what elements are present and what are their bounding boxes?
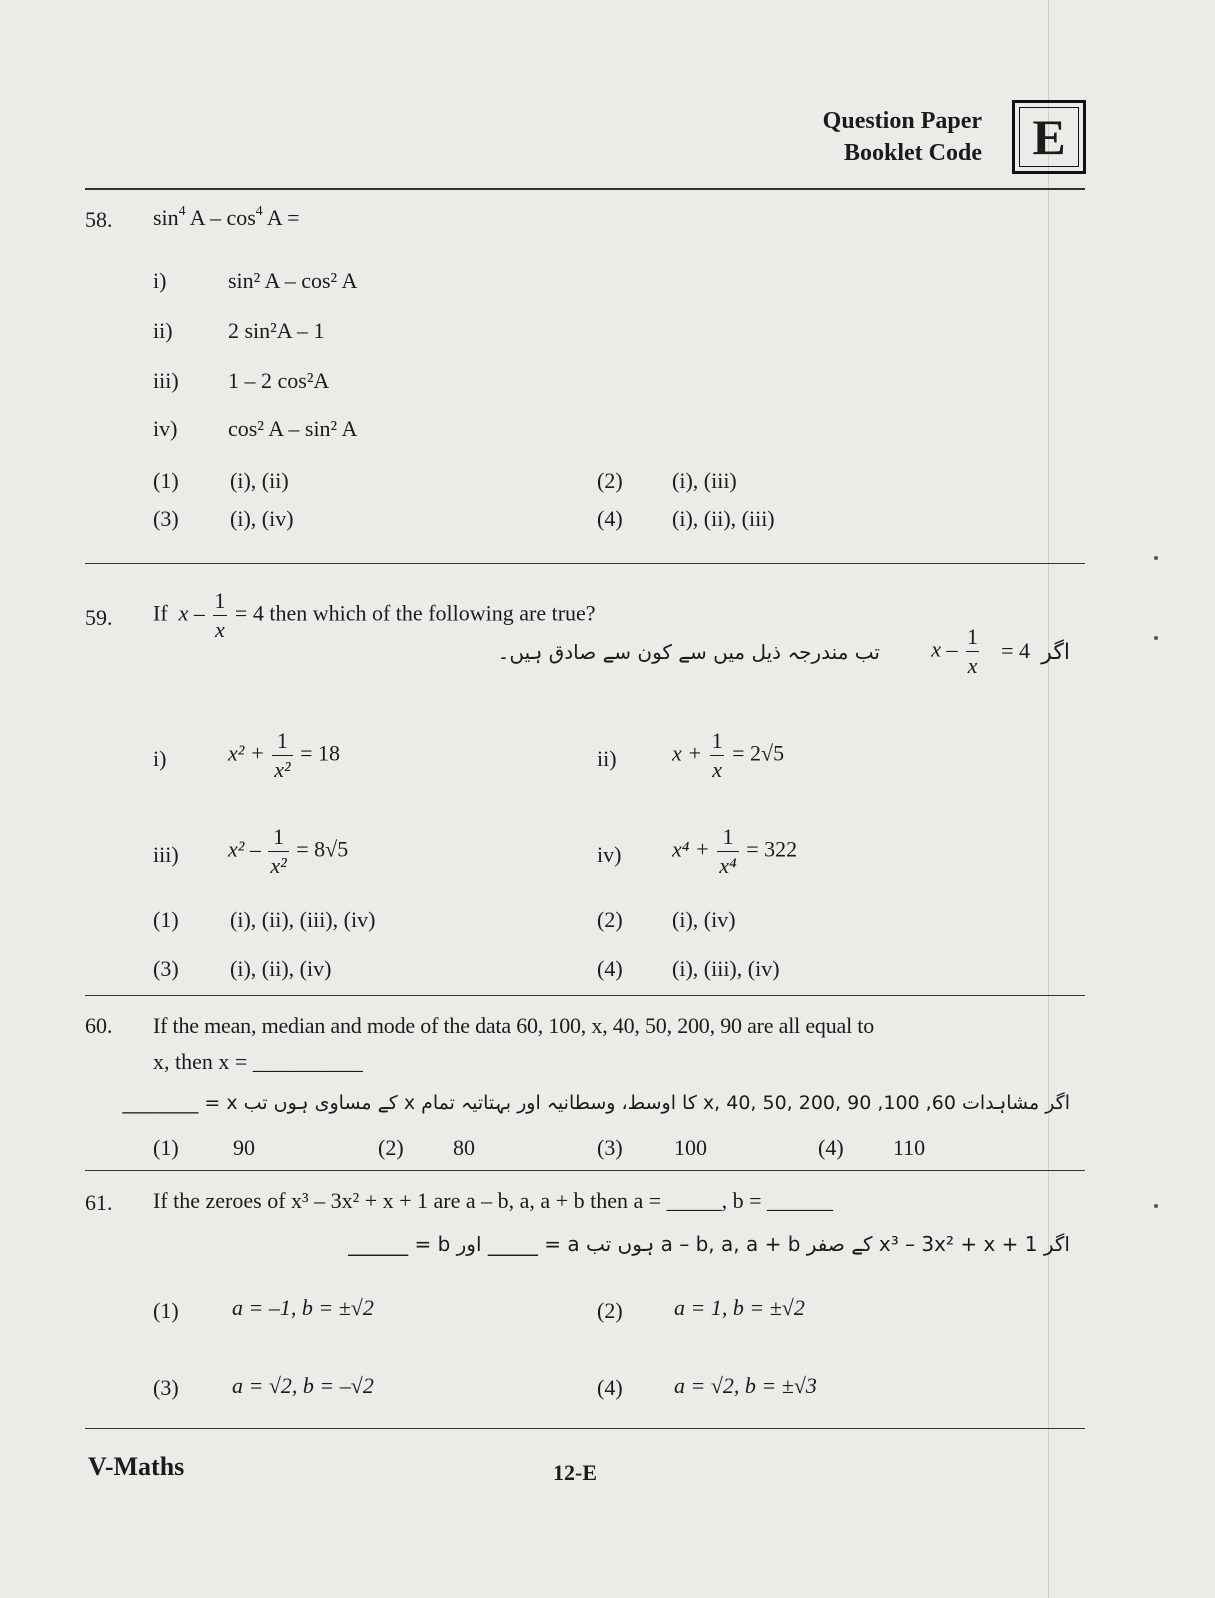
question-stem-line2: x, then x = __________: [153, 1049, 363, 1074]
option-number: (2): [378, 1135, 404, 1160]
question-stem: If the zeroes of x³ – 3x² + x + 1 are a – b, a, a + b then a = _____, b = ______: [153, 1188, 834, 1213]
margin-mark: [1154, 636, 1158, 640]
option-text: 80: [453, 1135, 475, 1160]
option-text: (i), (iii), (iv): [672, 956, 780, 981]
footer-subject: V-Maths: [88, 1452, 185, 1481]
question-stem-urdu: اگر x³ – 3x² + x + 1 کے صفر a – b, a, a + b ہوں تب a = _____ اور b = ______: [348, 1232, 1070, 1256]
question-stem: If x – $\frac{1}{x}$ = 4 then which of the following are true?: [153, 588, 596, 642]
option-number: (4): [597, 956, 623, 981]
statement-math: x⁴ + $\frac{1}{\text{x⁴}}$ = 322: [672, 824, 798, 878]
option-text: (i), (iv): [672, 907, 736, 932]
statement-text: 2 sin²A – 1: [228, 318, 325, 343]
option-text: 90: [233, 1135, 255, 1160]
option-number: (1): [153, 468, 179, 493]
statement-text: 1 – 2 cos²A: [228, 368, 330, 393]
option-text: a = 1, b = ±√2: [674, 1295, 805, 1320]
statement-text: sin² A – cos² A: [228, 268, 358, 293]
question-number: 60.: [85, 1013, 113, 1038]
question-number: 61.: [85, 1190, 113, 1215]
option-text: 110: [893, 1135, 926, 1160]
question-stem-urdu: اگر مشاہدات 60, 100, x, 40, 50, 200, 90 کا اوسط، وسطانیہ اور بہتاتیہ تمام x کے مساوی ہوں تب x = ________: [122, 1092, 1070, 1114]
statement-label: iii): [153, 368, 179, 393]
option-text: (i), (iv): [230, 506, 294, 531]
statement-label: iii): [153, 842, 179, 867]
question-divider: [85, 563, 1085, 564]
booklet-label-line1: Question Paper: [822, 108, 982, 134]
option-text: 100: [674, 1135, 707, 1160]
option-text: a = –1, b = ±√2: [232, 1295, 374, 1320]
statement-label: i): [153, 746, 167, 771]
statement-label: iv): [597, 842, 622, 867]
statement-label: ii): [153, 318, 173, 343]
statement-label: iv): [153, 416, 178, 441]
margin-mark: [1154, 556, 1158, 560]
question-stem-urdu: اگر = 4 x – $\frac{1}{x}$ تب مندرجہ ذیل میں سے کون سے صادق ہیں۔: [497, 624, 1070, 678]
option-text: (i), (ii), (iii): [672, 506, 775, 531]
footer-page-number: 12-E: [553, 1460, 597, 1485]
booklet-code: E: [1019, 107, 1079, 167]
option-number: (3): [597, 1135, 623, 1160]
question-number: 58.: [85, 207, 113, 232]
option-text: a = √2, b = ±√3: [674, 1373, 817, 1398]
option-number: (1): [153, 1135, 179, 1160]
question-number: 59.: [85, 605, 113, 630]
option-number: (3): [153, 956, 179, 981]
question-divider: [85, 1170, 1085, 1171]
option-text: (i), (ii), (iii), (iv): [230, 907, 376, 932]
option-text: (i), (ii), (iv): [230, 956, 332, 981]
question-divider: [85, 995, 1085, 996]
option-number: (2): [597, 468, 623, 493]
option-number: (4): [597, 1375, 623, 1400]
option-text: (i), (ii): [230, 468, 289, 493]
booklet-code-box: [1012, 100, 1086, 174]
option-number: (4): [818, 1135, 844, 1160]
option-number: (1): [153, 1298, 179, 1323]
option-number: (2): [597, 1298, 623, 1323]
option-text: (i), (iii): [672, 468, 737, 493]
option-number: (2): [597, 907, 623, 932]
option-text: a = √2, b = –√2: [232, 1373, 374, 1398]
statement-text: cos² A – sin² A: [228, 416, 358, 441]
booklet-label-line2: Booklet Code: [844, 140, 982, 166]
header-divider: [85, 188, 1085, 190]
option-number: (1): [153, 907, 179, 932]
option-number: (3): [153, 506, 179, 531]
statement-label: i): [153, 268, 167, 293]
statement-math: x + $\frac{1}{x}$ = 2√5: [672, 728, 785, 782]
question-stem: $\sin^4 A - \cos^4 A$ =: [153, 202, 300, 230]
option-number: (4): [597, 506, 623, 531]
option-number: (3): [153, 1375, 179, 1400]
margin-mark: [1154, 1204, 1158, 1208]
statement-math: x² – $\frac{1}{\text{x²}}$ = 8√5: [228, 824, 349, 878]
statement-math: x² + $\frac{1}{\text{x²}}$ = 18: [228, 728, 341, 782]
question-stem: If the mean, median and mode of the data 60, 100, x, 40, 50, 200, 90 are all equal to: [153, 1013, 875, 1038]
footer-divider: [85, 1428, 1085, 1429]
statement-label: ii): [597, 746, 617, 771]
margin-line: [1048, 0, 1049, 1598]
